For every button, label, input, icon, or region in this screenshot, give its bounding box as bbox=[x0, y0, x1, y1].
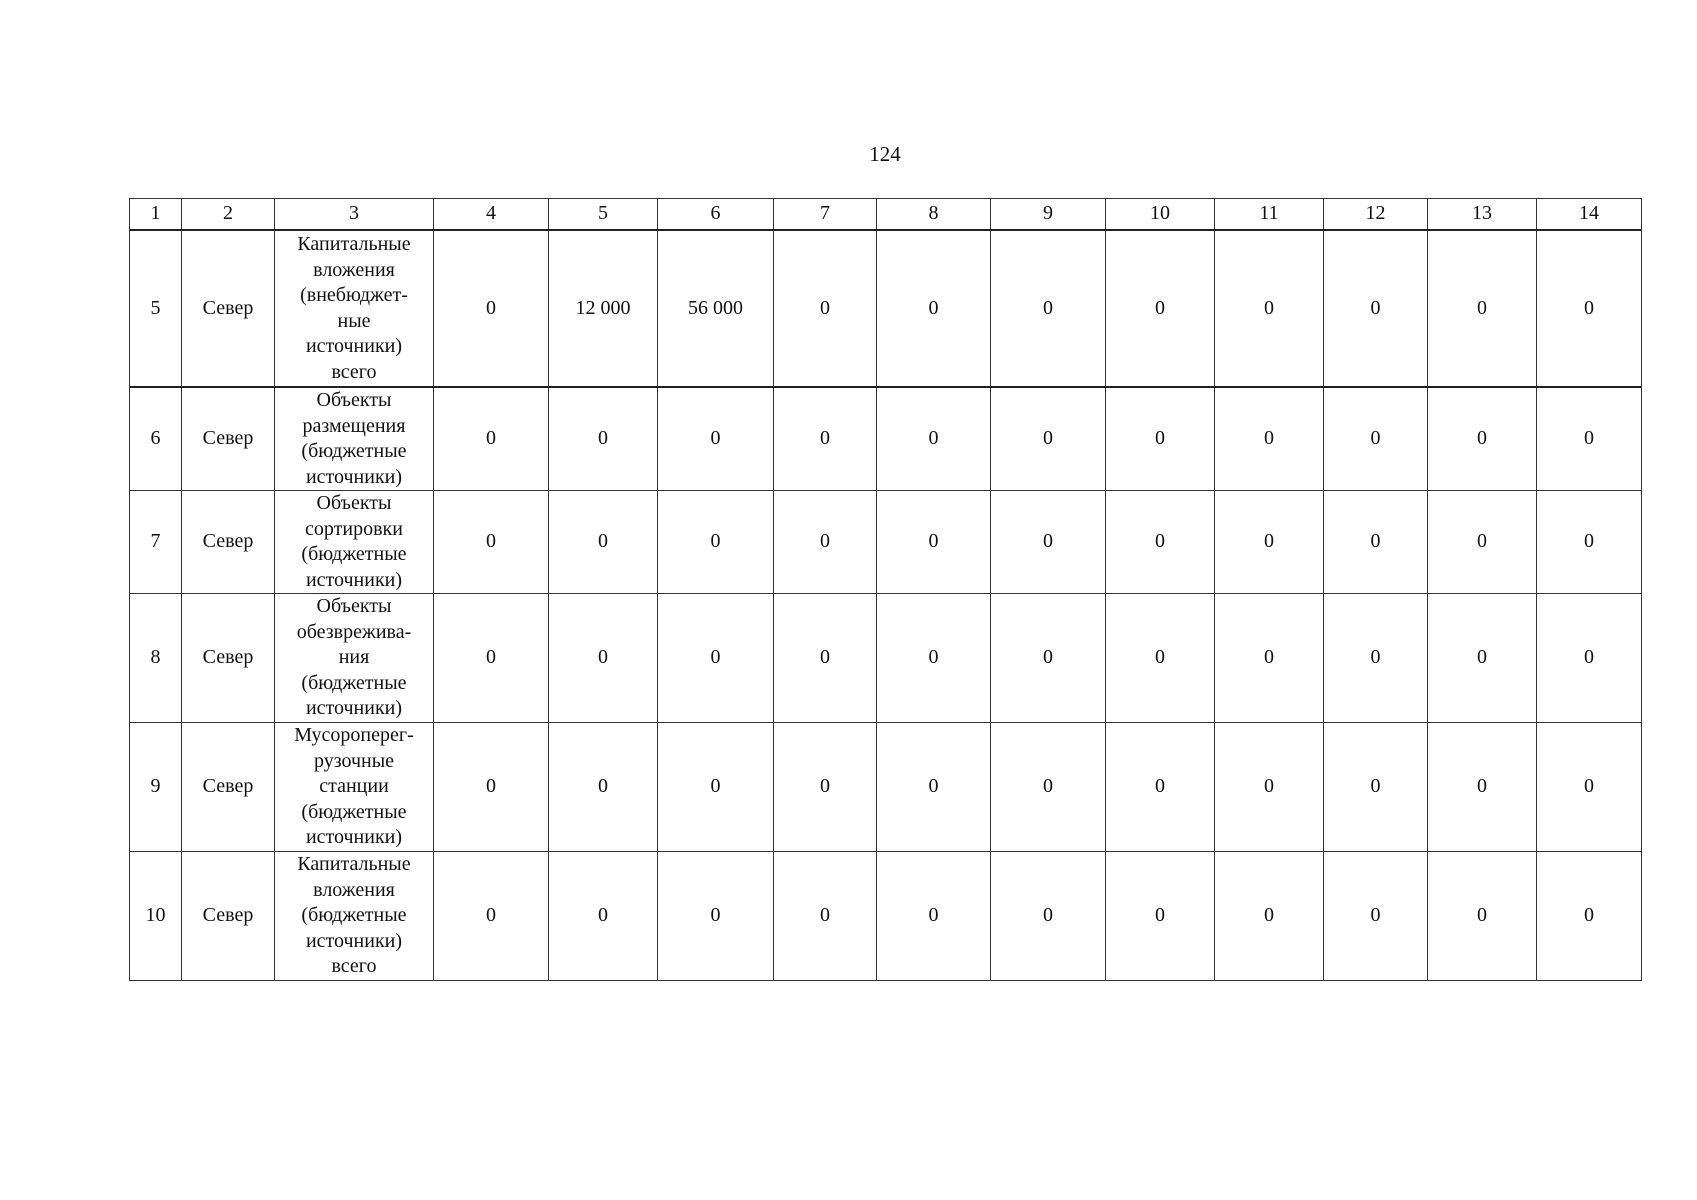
value-cell: 0 bbox=[1428, 387, 1537, 491]
value-cell: 0 bbox=[991, 387, 1106, 491]
value-cell: 0 bbox=[1215, 723, 1324, 852]
description-cell bbox=[275, 387, 434, 491]
description-line: Объекты bbox=[316, 389, 392, 411]
value-cell: 0 bbox=[1324, 230, 1428, 387]
description-line: ния bbox=[338, 646, 370, 669]
column-header: 12 bbox=[1324, 199, 1428, 231]
value-cell: 0 bbox=[991, 723, 1106, 852]
column-header: 10 bbox=[1106, 199, 1215, 231]
description-line: источники) bbox=[305, 697, 403, 720]
value-cell: 0 bbox=[549, 387, 658, 491]
value-cell: 0 bbox=[1537, 852, 1642, 981]
value-cell: 0 bbox=[1215, 491, 1324, 594]
description-line: сортировки bbox=[305, 517, 403, 540]
value-cell: 0 bbox=[1428, 723, 1537, 852]
row-number-cell: 5 bbox=[130, 230, 182, 387]
value-cell: 0 bbox=[658, 387, 774, 491]
value-cell: 0 bbox=[434, 723, 549, 852]
row-number-cell: 6 bbox=[130, 387, 182, 491]
table-row bbox=[130, 387, 1642, 491]
value-cell: 0 bbox=[1106, 723, 1215, 852]
description-line: Объекты bbox=[316, 492, 392, 514]
row-number-cell: 7 bbox=[130, 491, 182, 594]
description-line: станции bbox=[319, 775, 389, 798]
description-line: источники) bbox=[305, 335, 403, 357]
column-header: 3 bbox=[275, 199, 434, 231]
description-cell bbox=[275, 852, 434, 981]
value-cell: 0 bbox=[877, 723, 991, 852]
value-cell: 0 bbox=[1537, 723, 1642, 852]
value-cell: 0 bbox=[658, 723, 774, 852]
description-line: Объекты bbox=[316, 595, 392, 618]
value-cell: 0 bbox=[774, 230, 877, 387]
value-cell: 0 bbox=[991, 491, 1106, 594]
value-cell: 0 bbox=[1324, 723, 1428, 852]
value-cell: 0 bbox=[1106, 852, 1215, 981]
table-row bbox=[130, 230, 1642, 387]
column-header: 13 bbox=[1428, 199, 1537, 231]
column-header: 6 bbox=[658, 199, 774, 231]
value-cell: 0 bbox=[1106, 491, 1215, 594]
description-line: источники) bbox=[305, 568, 403, 591]
value-cell: 0 bbox=[774, 491, 877, 594]
description-line: вложения bbox=[313, 878, 395, 901]
description-line: (бюджетные bbox=[301, 800, 407, 823]
value-cell: 0 bbox=[1215, 230, 1324, 387]
column-header: 9 bbox=[991, 199, 1106, 231]
value-cell: 0 bbox=[1324, 387, 1428, 491]
value-cell: 12 000 bbox=[549, 230, 658, 387]
description-cell bbox=[275, 230, 434, 387]
value-cell: 0 bbox=[1106, 230, 1215, 387]
row-number-cell: 9 bbox=[130, 723, 182, 852]
value-cell: 0 bbox=[1324, 852, 1428, 981]
data-table bbox=[129, 198, 1642, 981]
region-cell: Север bbox=[182, 723, 275, 852]
value-cell: 0 bbox=[1428, 594, 1537, 723]
value-cell: 0 bbox=[1428, 852, 1537, 981]
value-cell: 0 bbox=[1537, 491, 1642, 594]
description-line: (бюджетные bbox=[301, 671, 407, 694]
description-line: всего bbox=[331, 955, 377, 978]
description-line: всего bbox=[331, 360, 377, 383]
column-header: 7 bbox=[774, 199, 877, 231]
value-cell: 0 bbox=[434, 230, 549, 387]
value-cell: 0 bbox=[549, 594, 658, 723]
value-cell: 0 bbox=[434, 491, 549, 594]
table-row bbox=[130, 723, 1642, 852]
column-header: 5 bbox=[549, 199, 658, 231]
value-cell: 0 bbox=[549, 723, 658, 852]
row-number-cell: 10 bbox=[130, 852, 182, 981]
description-line: Капитальные bbox=[297, 853, 411, 876]
column-header: 11 bbox=[1215, 199, 1324, 231]
value-cell: 0 bbox=[991, 852, 1106, 981]
value-cell: 0 bbox=[658, 491, 774, 594]
value-cell: 0 bbox=[877, 491, 991, 594]
value-cell: 0 bbox=[774, 852, 877, 981]
region-cell: Север bbox=[182, 852, 275, 981]
value-cell: 0 bbox=[658, 594, 774, 723]
value-cell: 0 bbox=[434, 852, 549, 981]
value-cell: 0 bbox=[1537, 387, 1642, 491]
description-line: размещения bbox=[302, 414, 406, 437]
value-cell: 0 bbox=[549, 852, 658, 981]
row-number-cell: 8 bbox=[130, 594, 182, 723]
value-cell: 0 bbox=[991, 594, 1106, 723]
description-cell bbox=[275, 723, 434, 852]
description-cell bbox=[275, 594, 434, 723]
value-cell: 0 bbox=[1537, 230, 1642, 387]
value-cell: 0 bbox=[877, 387, 991, 491]
value-cell: 0 bbox=[549, 491, 658, 594]
value-cell: 0 bbox=[1324, 594, 1428, 723]
value-cell: 0 bbox=[434, 594, 549, 723]
table-row bbox=[130, 594, 1642, 723]
region-cell: Север bbox=[182, 387, 275, 491]
page-number: 124 bbox=[869, 142, 901, 166]
description-line: (бюджетные bbox=[301, 904, 407, 927]
description-line: обезврежива- bbox=[296, 620, 412, 643]
description-line: (внебюджет- bbox=[300, 284, 408, 306]
value-cell: 0 bbox=[1428, 491, 1537, 594]
value-cell: 0 bbox=[877, 594, 991, 723]
description-line: (бюджетные bbox=[301, 440, 407, 462]
value-cell: 0 bbox=[1106, 387, 1215, 491]
description-line: (бюджетные bbox=[301, 543, 407, 565]
value-cell: 0 bbox=[1428, 230, 1537, 387]
column-header: 14 bbox=[1537, 199, 1642, 231]
value-cell: 0 bbox=[434, 387, 549, 491]
value-cell: 0 bbox=[877, 852, 991, 981]
description-cell bbox=[275, 491, 434, 594]
column-header: 4 bbox=[434, 199, 549, 231]
value-cell: 0 bbox=[991, 230, 1106, 387]
value-cell: 0 bbox=[1215, 387, 1324, 491]
column-header: 8 bbox=[877, 199, 991, 231]
table-row bbox=[130, 852, 1642, 981]
region-cell: Север bbox=[182, 491, 275, 594]
value-cell: 0 bbox=[877, 230, 991, 387]
table-row bbox=[130, 491, 1642, 594]
description-line: источники) bbox=[305, 826, 403, 849]
value-cell: 0 bbox=[1215, 594, 1324, 723]
region-cell: Север bbox=[182, 594, 275, 723]
value-cell: 0 bbox=[1324, 491, 1428, 594]
description-line: ные bbox=[337, 309, 371, 332]
value-cell: 0 bbox=[658, 852, 774, 981]
description-line: источники) bbox=[305, 465, 403, 488]
header-row bbox=[130, 199, 1642, 231]
value-cell: 56 000 bbox=[658, 230, 774, 387]
description-line: источники) bbox=[305, 929, 403, 952]
description-line: рузочные bbox=[313, 749, 395, 772]
value-cell: 0 bbox=[1215, 852, 1324, 981]
value-cell: 0 bbox=[1106, 594, 1215, 723]
description-line: Мусороперег- bbox=[294, 724, 414, 747]
value-cell: 0 bbox=[774, 387, 877, 491]
column-header: 1 bbox=[130, 199, 182, 231]
description-line: Капитальные bbox=[297, 233, 411, 255]
value-cell: 0 bbox=[1537, 594, 1642, 723]
value-cell: 0 bbox=[774, 594, 877, 723]
value-cell: 0 bbox=[774, 723, 877, 852]
column-header: 2 bbox=[182, 199, 275, 231]
description-line: вложения bbox=[313, 258, 395, 281]
region-cell: Север bbox=[182, 230, 275, 387]
